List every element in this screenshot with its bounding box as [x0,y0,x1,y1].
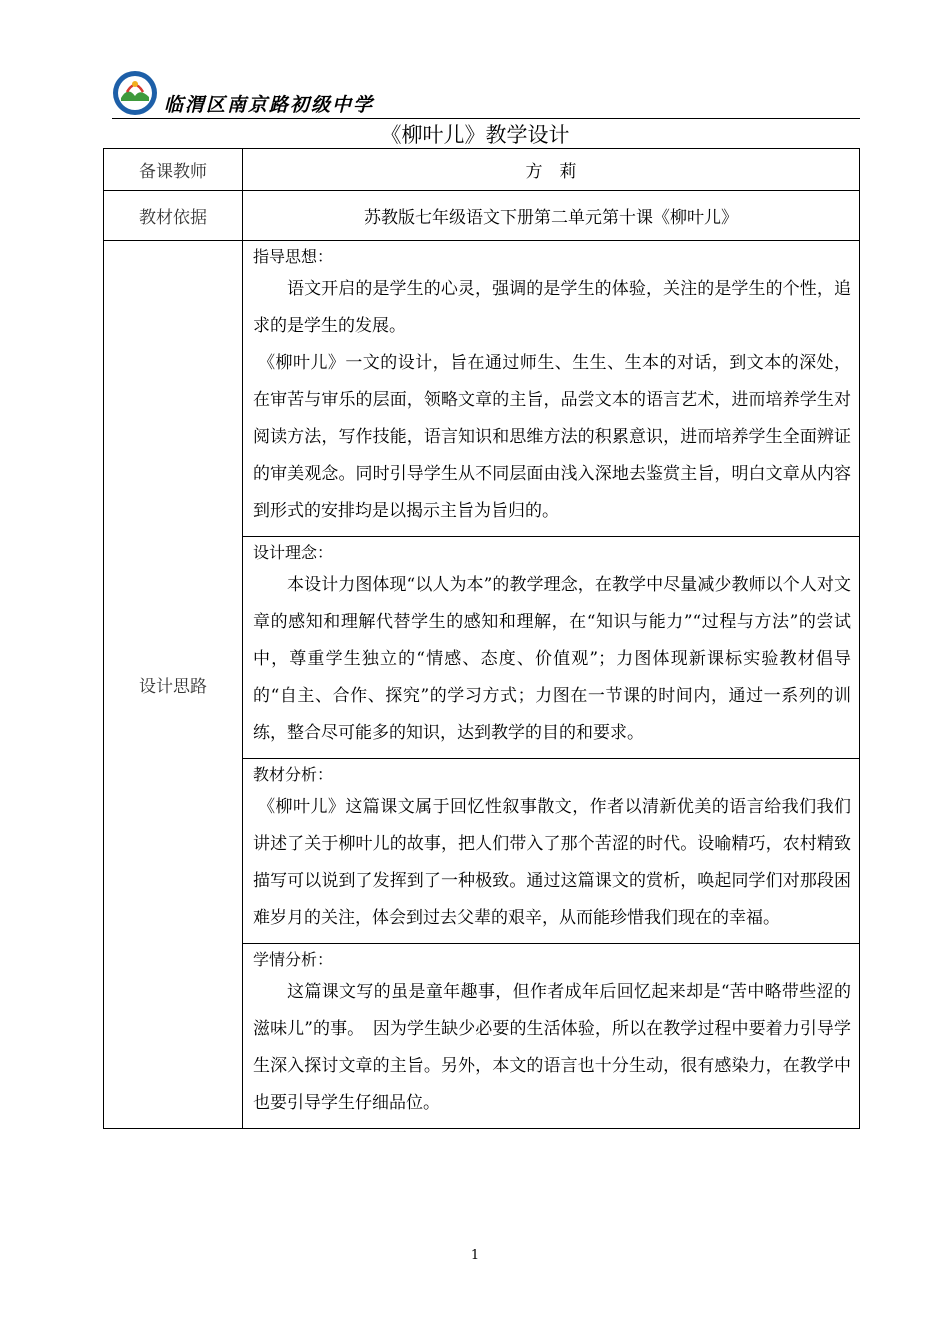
textbook-row [104,191,860,241]
section-title: 指导思想： [253,247,334,266]
section-title: 学情分析： [253,950,334,969]
textbook-label: 教材依据 [104,191,243,241]
section-paragraph: 本设计力图体现“以人为本”的教学理念，在教学中尽量减少教师以个人对文章的感知和理解代替学生的感知和理解，在“知识与能力”“过程与方法”的尝试中，尊重学生独立的“情感、态度、价值观”；力图体现新课标实验教材倡导的“自主、合作、探究”的学习方式；力图在一节课的时间内，通过一系列的训练，整合尽可能多的知识，达到教学的目的和要求。 [253,575,851,743]
page-number: 1 [470,1248,480,1263]
teacher-value: 方 莉 [243,149,860,191]
school-emblem-icon [112,70,158,116]
section-guiding-thought [243,241,860,537]
header-divider [112,118,860,119]
section-design-concept [243,537,860,759]
section-paragraph: 这篇课文写的虽是童年趣事，但作者成年后回忆起来却是“苦中略带些涩的滋味儿”的事。 因为学生缺少必要的生活体验，所以在教学过程中要着力引导学生深入探讨文章的主旨。另外，本文的语言也十分生动，很有感染力，在教学中也要引导学生仔细品位。 [253,982,851,1113]
lesson-plan-table [103,148,860,1129]
section-student-analysis [243,944,860,1129]
section-paragraph: 《柳叶儿》这篇课文属于回忆性叙事散文，作者以清新优美的语言给我们我们讲述了关于柳叶儿的故事，把人们带入了那个苦涩的时代。设喻精巧，农村精致描写可以说到了发挥到了一种极致。通过这篇课文的赏析，唤起同学们对那段困难岁月的关注，体会到过去父辈的艰辛，从而能珍惜我们现在的幸福。 [253,797,851,928]
school-name: 临渭区南京路初级中学 [164,94,375,116]
section-title: 教材分析： [253,765,334,784]
teacher-row [104,149,860,191]
page-header [112,70,860,122]
design-label: 设计思路 [104,241,243,1129]
teacher-label: 备课教师 [104,149,243,191]
section-title: 设计理念： [253,543,334,562]
section-textbook-analysis [243,759,860,944]
section-paragraph: 《柳叶儿》一文的设计，旨在通过师生、生生、生本的对话，到文本的深处，在审苦与审乐的层面，领略文章的主旨，品尝文本的语言艺术，进而培养学生对阅读方法，写作技能，语言知识和思维方法的积累意识，进而培养学生全面辨证的审美观念。同时引导学生从不同层面由浅入深地去鉴赏主旨，明白文章从内容到形式的安排均是以揭示主旨为旨归的。 [253,353,851,521]
design-row [104,241,860,537]
document-title: 《柳叶儿》教学设计 [380,123,570,147]
section-paragraph: 语文开启的是学生的心灵，强调的是学生的体验，关注的是学生的个性，追求的是学生的发展。 [253,279,851,336]
textbook-value: 苏教版七年级语文下册第二单元第十课《柳叶儿》 [243,191,860,241]
